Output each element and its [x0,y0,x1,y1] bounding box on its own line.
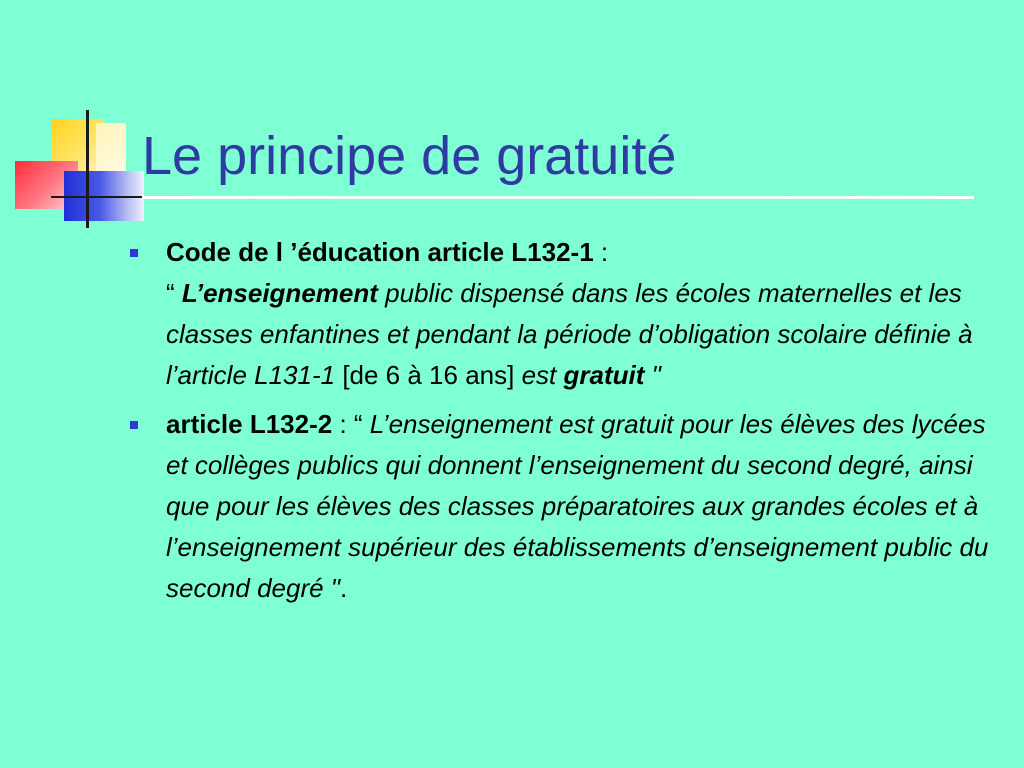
vertical-line [86,110,89,228]
decorative-squares-logo [0,0,160,240]
bullet-list [130,232,1010,617]
separator: : “ [332,409,370,439]
list-item [130,232,1010,396]
close-quote: " [644,360,661,390]
close-quote: " [323,573,341,603]
article-reference: Code de l ’éducation article L132-1 [166,237,594,267]
open-quote: “ [166,278,182,308]
quote-text: L’enseignement est gratuit pour les élèves des lycées et collèges publics qui donnent l’enseignement du second degré, ainsi que pour les élèves des classes préparatoires aux grandes écoles et à l’enseignement supérieur des établissements d’enseignement public du second degré [166,409,989,603]
gratuit-word: gratuit [563,360,645,390]
age-range-text: [de 6 à 16 ans] [335,360,522,390]
est-word: est [521,360,564,390]
quote-bold-word: L’enseignement [181,278,378,308]
bullet-icon [130,249,138,257]
article-reference: article L132-2 [166,409,333,439]
quote-text: public dispensé dans les écoles maternelles et les classes enfantines et pendant la période d’obligation scolaire définie à l’article L131-1 [166,278,973,390]
slide-title: Le principe de gratuité [142,126,677,186]
list-item [130,404,1010,609]
title-underline [142,196,974,199]
pale-yellow-square [96,123,126,173]
horizontal-line [51,196,145,198]
bullet-icon [130,421,138,429]
separator: : [593,237,609,267]
end-period: . [340,573,348,603]
